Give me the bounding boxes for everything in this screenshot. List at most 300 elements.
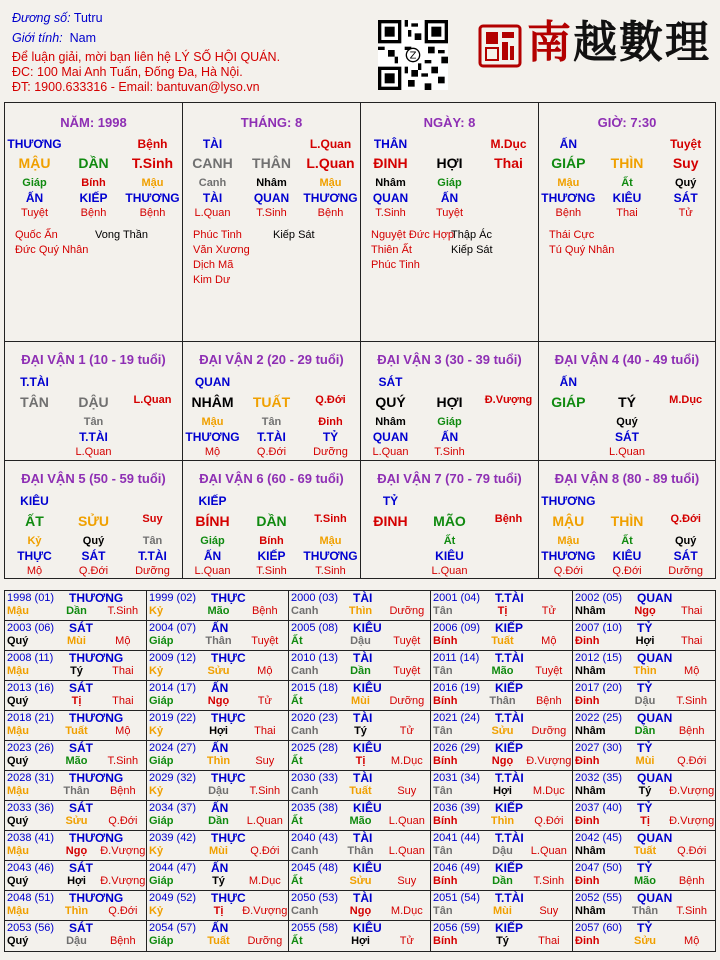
year-label: 2045 (48) (291, 862, 339, 874)
year-can: Quý (7, 755, 29, 767)
dai-van-title: ĐẠI VẬN 7 (70 - 79 tuổi) (377, 471, 522, 486)
year-cell[interactable] (147, 711, 289, 741)
year-god: KIẾP (495, 921, 524, 935)
year-cell[interactable] (5, 891, 147, 921)
year-pillar (5, 875, 146, 887)
year-cell[interactable] (147, 681, 289, 711)
hidden-ts: T.Sinh (434, 446, 465, 458)
year-truong-sinh: Đ.Vượng (100, 845, 146, 857)
year-can: Đinh (575, 815, 600, 827)
year-cell[interactable] (5, 711, 147, 741)
year-cell[interactable] (573, 891, 715, 921)
year-can: Quý (7, 935, 29, 947)
year-god: KIÊU (353, 681, 382, 695)
year-cell[interactable] (5, 861, 147, 891)
year-pillar (289, 845, 430, 857)
year-cell[interactable] (431, 891, 573, 921)
year-cell[interactable] (431, 621, 573, 651)
dai-van-pillar (5, 394, 182, 410)
year-chi: Tuất (349, 785, 372, 797)
dai-van-chi: THÌN (610, 513, 644, 529)
gender-line (12, 31, 96, 45)
hidden-stem (361, 535, 420, 547)
year-cell[interactable] (5, 591, 147, 621)
year-can: Mậu (7, 605, 29, 617)
year-chi: Tuất (207, 935, 230, 947)
year-truong-sinh: Dưỡng (389, 605, 425, 617)
star-item: Vong Thần (95, 229, 149, 241)
hidden-stem: Mậu (557, 535, 580, 547)
year-truong-sinh: Đ.Vượng (242, 905, 288, 917)
pillar-2 (360, 102, 539, 342)
year-pillar (431, 785, 572, 797)
hidden-stem: Tân (261, 416, 282, 428)
dai-van-hidden-ts (183, 446, 360, 458)
year-cell[interactable] (147, 771, 289, 801)
year-god: TỶ (637, 621, 653, 635)
dai-van-hidden-ts (539, 565, 715, 577)
brand-rest-chars: 越數理 (573, 17, 711, 68)
year-god: TỶ (637, 861, 653, 875)
dai-van-god: THƯƠNG (541, 494, 596, 508)
dai-van-can: ẤT (25, 513, 44, 529)
year-pillar (573, 695, 715, 707)
dai-van-chi: TÝ (618, 394, 636, 410)
dai-van-truong-sinh: Q.Đới (670, 513, 701, 525)
pillar-cell: Nhâm (375, 177, 406, 189)
dai-van-pillar (539, 394, 715, 410)
year-cell[interactable] (431, 741, 573, 771)
year-cell[interactable] (573, 741, 715, 771)
year-pillar (573, 755, 715, 767)
year-cell[interactable] (147, 651, 289, 681)
pillar-cell: THÂN (373, 137, 408, 151)
year-cell[interactable] (573, 921, 715, 951)
pillar-row-r2 (539, 155, 715, 171)
contact-address: ĐC: 100 Mai Anh Tuấn, Đống Đa, Hà Nội. (12, 65, 243, 79)
year-label: 2006 (09) (433, 622, 481, 634)
seal-icon (478, 24, 522, 68)
pillar-3 (538, 102, 716, 342)
hidden-stem: Mậu (319, 535, 342, 547)
year-can: Canh (291, 785, 319, 797)
hidden-stem: Tân (142, 535, 163, 547)
hidden-stem (539, 416, 598, 428)
hidden-god: KIẾP (257, 549, 286, 563)
year-cell[interactable] (5, 801, 147, 831)
year-pillar (5, 635, 146, 647)
year-truong-sinh: Q.Đới (677, 845, 707, 857)
year-label: 2022 (25) (575, 712, 623, 724)
pillar-cell (479, 191, 538, 205)
year-chi: Tị (497, 605, 508, 617)
year-chi: Thìn (490, 815, 515, 827)
year-cell[interactable] (573, 711, 715, 741)
dai-van-can: ĐINH (373, 513, 408, 529)
dai-van-hidden-stems (5, 535, 182, 547)
year-pillar (147, 785, 288, 797)
year-cell[interactable] (431, 651, 573, 681)
year-can: Bính (433, 935, 458, 947)
year-cell[interactable] (5, 831, 147, 861)
hidden-ts (479, 446, 538, 458)
year-truong-sinh: Dưỡng (389, 695, 425, 707)
dai-van-1[interactable] (4, 341, 183, 461)
year-cell[interactable] (289, 921, 431, 951)
year-chi: Mùi (635, 755, 655, 767)
dai-van-hidden-ts (361, 565, 538, 577)
year-chi: Ngọ (634, 605, 656, 617)
year-chi: Mùi (209, 845, 228, 857)
year-cell[interactable] (289, 831, 431, 861)
pillar-cell: THƯƠNG (303, 191, 358, 205)
pillar-0 (4, 102, 183, 342)
dai-van-truong-sinh: Suy (142, 513, 163, 525)
year-truong-sinh: L.Quan (246, 815, 283, 827)
year-chi: Hợi (209, 725, 228, 737)
year-truong-sinh: Tuyệt (251, 635, 279, 647)
pillar-cell: Canh (198, 177, 227, 189)
year-cell[interactable] (431, 861, 573, 891)
year-chi: Sửu (491, 725, 514, 737)
year-god: KIẾP (495, 741, 524, 755)
dai-van-7[interactable] (360, 460, 539, 579)
year-cell[interactable] (147, 861, 289, 891)
year-cell[interactable] (573, 621, 715, 651)
spacer (656, 375, 715, 389)
dai-van-can: GIÁP (551, 394, 586, 410)
year-cell[interactable] (431, 831, 573, 861)
year-cell[interactable] (573, 681, 715, 711)
year-label: 2024 (27) (149, 742, 197, 754)
pillar-cell: CANH (192, 155, 233, 171)
year-truong-sinh: Đ.Vượng (669, 815, 715, 827)
year-label: 2043 (46) (7, 862, 55, 874)
year-god: TÀI (353, 651, 373, 665)
hidden-ts: Q.Đới (78, 565, 109, 577)
hidden-ts (539, 446, 598, 458)
year-cell[interactable] (573, 771, 715, 801)
dai-van-god: KIẾP (198, 494, 227, 508)
year-chi: Mão (349, 815, 372, 827)
dai-van-8[interactable] (538, 460, 716, 579)
year-chi: Dậu (634, 695, 656, 707)
year-cell[interactable] (431, 921, 573, 951)
year-chi: Sửu (349, 875, 372, 887)
year-cell[interactable] (431, 711, 573, 741)
year-truong-sinh: Tử (399, 935, 414, 947)
hidden-god: KIÊU (435, 549, 464, 563)
pillar-cell: L.Quan (194, 207, 231, 219)
year-label: 2040 (43) (291, 832, 339, 844)
year-cell[interactable] (147, 621, 289, 651)
year-cell[interactable] (5, 621, 147, 651)
year-can: Mậu (7, 785, 29, 797)
year-cell[interactable] (289, 711, 431, 741)
year-god: QUAN (637, 591, 673, 605)
year-label: 2053 (56) (7, 922, 55, 934)
year-cell[interactable] (289, 741, 431, 771)
year-cell[interactable] (573, 801, 715, 831)
pillar-row-r4 (183, 191, 360, 205)
year-cell[interactable] (289, 861, 431, 891)
hidden-stem: Quý (616, 416, 638, 428)
year-can: Quý (7, 635, 29, 647)
year-cell[interactable] (573, 591, 715, 621)
year-pillar (431, 725, 572, 737)
year-cell[interactable] (289, 591, 431, 621)
gender-value: Nam (69, 31, 96, 45)
year-truong-sinh: Dưỡng (531, 725, 567, 737)
year-god: T.TÀI (495, 891, 524, 905)
pillar-cell (598, 137, 657, 151)
year-cell[interactable] (5, 681, 147, 711)
spacer (420, 375, 479, 389)
year-can: Giáp (149, 815, 174, 827)
year-truong-sinh: Q.Đới (250, 845, 280, 857)
dai-van-chi: DẦN (256, 513, 287, 529)
pillar-row-r2 (361, 155, 538, 171)
hidden-stem: Ất (621, 535, 633, 547)
year-label: 2020 (23) (291, 712, 339, 724)
year-label: 2025 (28) (291, 742, 339, 754)
year-cell[interactable] (147, 921, 289, 951)
year-truong-sinh: M.Dục (532, 785, 565, 797)
dai-van-4[interactable] (538, 341, 716, 461)
year-can: Canh (291, 665, 319, 677)
pillar-cell (420, 137, 479, 151)
pillar-cell: Thai (616, 207, 638, 219)
pillar-cell: THƯƠNG (541, 191, 596, 205)
year-truong-sinh: Tuyệt (535, 665, 563, 677)
hidden-god: QUAN (372, 430, 409, 444)
year-truong-sinh: T.Sinh (676, 695, 707, 707)
year-cell[interactable] (5, 741, 147, 771)
dai-van-hidden-gods (183, 549, 360, 563)
dai-van-hidden-gods (361, 549, 538, 563)
pillar-row-r5 (183, 207, 360, 219)
year-chi: Thìn (633, 665, 657, 677)
dai-van-chi: DẬU (78, 394, 109, 410)
year-god: ẤN (211, 921, 229, 935)
year-cell[interactable] (289, 651, 431, 681)
year-chi: Tý (70, 665, 83, 677)
year-can: Kỷ (149, 665, 164, 677)
year-truong-sinh: T.Sinh (676, 905, 707, 917)
year-cell[interactable] (289, 621, 431, 651)
dai-van-6[interactable] (182, 460, 361, 579)
year-cell[interactable] (5, 771, 147, 801)
year-chi: Ngọ (207, 695, 230, 707)
year-can: Mậu (7, 725, 29, 737)
year-truong-sinh: Thai (680, 605, 703, 617)
star-item: Kim Dư (193, 274, 231, 286)
year-cell[interactable] (147, 801, 289, 831)
year-can: Ất (291, 635, 303, 647)
dai-van-god: T.TÀI (20, 375, 49, 389)
header (0, 0, 720, 100)
year-cell[interactable] (431, 681, 573, 711)
pillar-cell: TÀI (202, 137, 223, 151)
year-god: T.TÀI (495, 591, 524, 605)
year-can: Đinh (575, 695, 600, 707)
year-god: THỰC (211, 591, 246, 605)
year-cell[interactable] (573, 651, 715, 681)
year-god: KIẾP (495, 801, 524, 815)
pillar-cell: Suy (672, 155, 699, 171)
year-pillar (573, 845, 715, 857)
year-truong-sinh: Thai (112, 665, 134, 677)
year-truong-sinh: Mộ (115, 635, 131, 647)
year-pillar (5, 665, 146, 677)
year-label: 2023 (26) (7, 742, 55, 754)
year-pillar (431, 755, 572, 767)
year-truong-sinh: T.Sinh (249, 785, 281, 797)
dai-van-stem-god (361, 375, 538, 389)
pillar-cell: Giáp (437, 177, 462, 189)
dai-van-truong-sinh: T.Sinh (314, 513, 347, 525)
dai-van-stem-god (5, 375, 182, 389)
year-pillar (147, 875, 288, 887)
year-label: 2018 (21) (7, 712, 55, 724)
dai-van-2[interactable] (182, 341, 361, 461)
year-cell[interactable] (289, 771, 431, 801)
dai-van-hidden-stems (183, 416, 360, 428)
year-pillar (573, 665, 715, 677)
spacer (598, 375, 657, 389)
year-can: Đinh (575, 935, 600, 947)
pillar-1 (182, 102, 361, 342)
year-pillar (147, 815, 288, 827)
year-cell[interactable] (147, 741, 289, 771)
dai-van-hidden-ts (5, 446, 182, 458)
pillar-cell: M.Dục (490, 137, 527, 151)
year-cell[interactable] (431, 591, 573, 621)
pillar-cell: MẬU (18, 155, 51, 171)
dai-van-hidden-stems (539, 535, 715, 547)
year-chi: Mùi (493, 905, 512, 917)
year-pillar (573, 905, 715, 917)
pillar-cell: Bệnh (139, 207, 166, 219)
gender-label: Giới tính: (12, 31, 63, 45)
year-cell[interactable] (5, 921, 147, 951)
dai-van-title: ĐẠI VẬN 6 (60 - 69 tuổi) (199, 471, 344, 486)
hidden-god (123, 430, 182, 444)
hidden-ts: L.Quan (194, 565, 231, 577)
pillar-row-r2 (5, 155, 182, 171)
year-god: SÁT (69, 801, 93, 815)
year-pillar (147, 935, 288, 947)
hidden-stem: Nhâm (375, 416, 406, 428)
stars-bad (273, 228, 363, 243)
year-can: Giáp (149, 695, 174, 707)
year-cell[interactable] (573, 831, 715, 861)
dai-van-hidden-stems (539, 416, 715, 428)
year-pillar (5, 605, 146, 617)
year-chi: Tuất (65, 725, 88, 737)
hidden-ts: T.Sinh (315, 565, 346, 577)
contact-phone-email[interactable]: ĐT: 1900.633316 - Email: bantuvan@lyso.vn (12, 80, 260, 94)
year-cell[interactable] (431, 771, 573, 801)
year-label: 2034 (37) (149, 802, 197, 814)
year-label: 2010 (13) (291, 652, 339, 664)
pillar-cell: Tuyệt (670, 137, 702, 151)
year-label: 2014 (17) (149, 682, 197, 694)
year-god: ẤN (211, 861, 229, 875)
year-label: 2036 (39) (433, 802, 481, 814)
pillar-cell: Mậu (319, 177, 342, 189)
year-can: Giáp (149, 635, 174, 647)
year-cell[interactable] (431, 801, 573, 831)
year-god: TÀI (353, 591, 373, 605)
pillar-cell: Bính (81, 177, 106, 189)
dai-van-hidden-stems (5, 416, 182, 428)
year-truong-sinh: Q.Đới (677, 755, 707, 767)
year-label: 2044 (47) (149, 862, 197, 874)
year-cell[interactable] (289, 891, 431, 921)
pillar-row-r1 (539, 137, 715, 151)
dai-van-hidden-ts (5, 565, 182, 577)
hidden-god: T.TÀI (79, 430, 108, 444)
hidden-god: TỶ (322, 430, 339, 444)
year-truong-sinh: Suy (397, 875, 417, 887)
year-cell[interactable] (289, 681, 431, 711)
star-item: Phúc Tinh (371, 259, 420, 271)
dai-van-title: ĐẠI VẬN 8 (80 - 89 tuổi) (554, 471, 700, 486)
pillar-cell: SÁT (673, 191, 698, 205)
dai-van-hidden-gods (183, 430, 360, 444)
year-chi: Mùi (67, 635, 86, 647)
year-chi: Thìn (64, 905, 89, 917)
year-god: KIẾP (495, 621, 524, 635)
dai-van-5[interactable] (4, 460, 183, 579)
year-chi: Tị (71, 695, 82, 707)
year-label: 2039 (42) (149, 832, 197, 844)
dai-van-can: QUÝ (375, 394, 406, 410)
hidden-stem (479, 535, 538, 547)
year-can: Canh (291, 725, 319, 737)
year-chi: Mão (65, 755, 88, 767)
star-item: Thái Cực (549, 229, 595, 241)
pillar-cell: THƯƠNG (125, 191, 180, 205)
hidden-stem: Đinh (318, 416, 343, 428)
year-cell[interactable] (289, 801, 431, 831)
year-chi: Sửu (633, 935, 657, 947)
hidden-ts: L.Quan (431, 565, 468, 577)
hidden-god (479, 549, 538, 563)
year-can: Đinh (575, 635, 600, 647)
year-cell[interactable] (573, 861, 715, 891)
year-cell[interactable] (147, 591, 289, 621)
pillar-cell: T.Sinh (375, 207, 406, 219)
qr-code-icon[interactable] (378, 20, 448, 90)
dai-van-can: NHÂM (191, 394, 234, 410)
pillar-row-r1 (5, 137, 182, 151)
dai-van-pillar (5, 513, 182, 529)
year-cell[interactable] (147, 891, 289, 921)
year-cell[interactable] (147, 831, 289, 861)
dai-van-3[interactable] (360, 341, 539, 461)
star-item: Kiếp Sát (273, 229, 315, 241)
dai-van-hidden-ts (361, 446, 538, 458)
year-cell[interactable] (5, 651, 147, 681)
star-item: Đức Quý Nhân (15, 244, 89, 256)
dai-van-chi: HỢI (436, 394, 463, 410)
dai-van-stem-god (361, 494, 538, 508)
year-can: Tân (433, 905, 453, 917)
dai-van-pillar (183, 394, 360, 410)
year-truong-sinh: Đ.Vượng (526, 755, 572, 767)
